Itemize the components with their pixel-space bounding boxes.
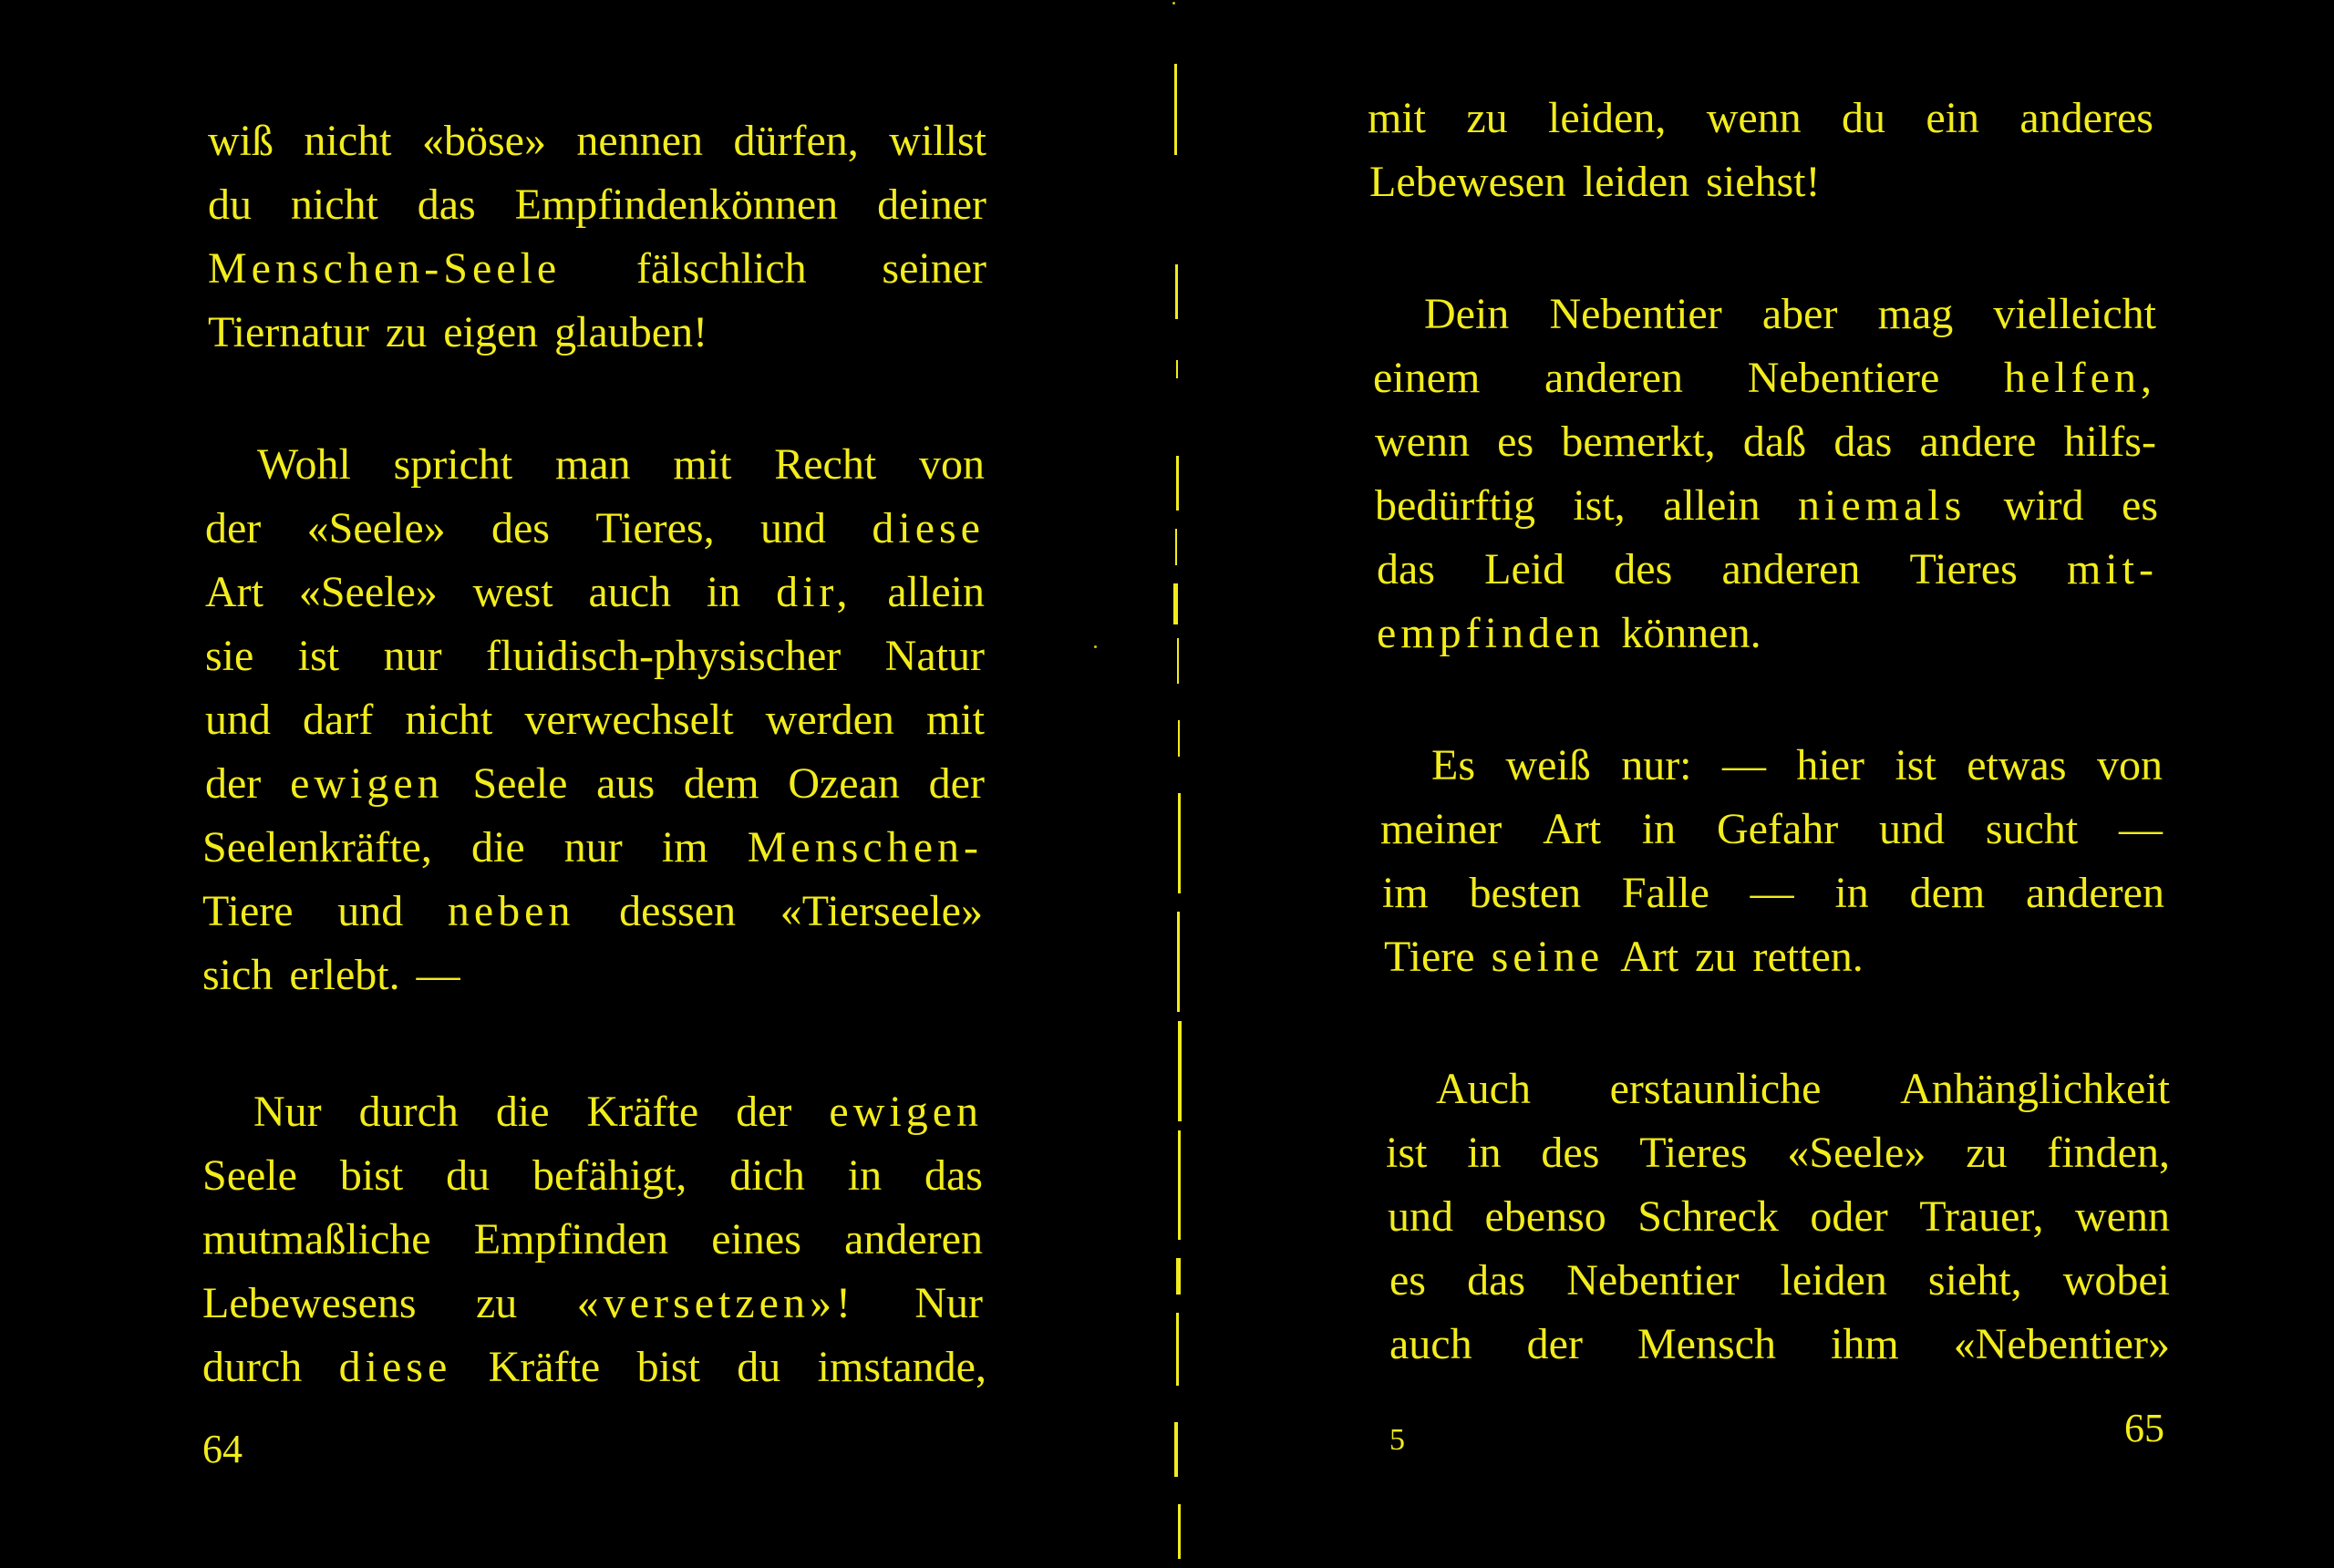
word: das (924, 1151, 983, 1200)
word: anderes (2019, 94, 2153, 142)
word: diese (338, 1343, 452, 1391)
word: west (472, 568, 553, 616)
word: der (928, 759, 985, 808)
right-text-line (1377, 606, 1778, 661)
word: anderen (844, 1215, 983, 1264)
right-text-line (1388, 1190, 2170, 1244)
word: mit (673, 440, 732, 489)
word: fluidisch-physischer (485, 632, 842, 680)
word: ewigen (829, 1088, 983, 1136)
word: bist (339, 1151, 404, 1200)
word: eines (711, 1215, 801, 1264)
left-text-line (202, 948, 477, 1003)
word: glauben! (554, 308, 708, 356)
word: nicht (304, 117, 392, 165)
left-page-number: 64 (202, 1427, 243, 1471)
word: Gefahr (1716, 805, 1839, 853)
word: Lebewesens (202, 1279, 417, 1327)
word: bemerkt, (1561, 418, 1716, 466)
word: dessen (619, 887, 737, 935)
right-page (1176, 0, 2334, 1568)
word: anderen (1721, 545, 1861, 593)
word: befähigt, (532, 1151, 687, 1200)
word: können. (1621, 609, 1761, 657)
left-text-line (202, 820, 983, 875)
word: wenn (1706, 94, 1802, 142)
word: und (759, 504, 826, 552)
word: «Seele» (298, 568, 438, 616)
word: aus (596, 759, 656, 808)
word: du (1842, 94, 1886, 142)
word: Tiere (1384, 933, 1475, 981)
word: sucht (1985, 805, 2079, 853)
word: sie (205, 632, 254, 680)
left-text-line (205, 757, 985, 811)
word: nennen (576, 117, 704, 165)
word: auch (588, 568, 672, 616)
word: wenn (2074, 1192, 2170, 1241)
word: Nebentier (1549, 290, 1722, 338)
word: seiner (882, 244, 986, 293)
left-text-line (257, 438, 985, 492)
word: «Tierseele» (780, 887, 983, 935)
left-text-line (202, 1149, 983, 1203)
word: leiden, (1548, 94, 1667, 142)
word: Falle (1621, 869, 1709, 917)
word: dich (729, 1151, 805, 1200)
word: Tieres (1639, 1129, 1748, 1177)
word: — (1750, 869, 1794, 917)
word: der (736, 1088, 792, 1136)
word: dem (1909, 869, 1986, 917)
left-text-line (202, 1212, 983, 1267)
word: dir, (776, 568, 852, 616)
word: die (495, 1088, 550, 1136)
word: hier (1796, 741, 1865, 789)
word: Tieres (1909, 545, 2018, 593)
word: es (2122, 481, 2158, 530)
signature-mark: 5 (1389, 1423, 1405, 1457)
right-text-line (1368, 91, 2153, 146)
left-text-line (202, 1276, 983, 1331)
word: Seele (202, 1151, 297, 1200)
word: es (1389, 1256, 1426, 1305)
word: Tiernatur (208, 308, 369, 356)
word: mit (925, 696, 985, 744)
word: nur (563, 823, 623, 872)
word: Nebentier (1566, 1256, 1740, 1305)
word: und (1879, 805, 1946, 853)
word: verwechselt (524, 696, 734, 744)
word: Art (205, 568, 263, 616)
word: «versetzen»! (576, 1279, 855, 1327)
word: zu (385, 308, 428, 356)
right-text-line (1382, 866, 2164, 921)
word: diese (872, 504, 985, 552)
word: zu (475, 1279, 518, 1327)
word: in (706, 568, 741, 616)
word: aber (1761, 290, 1838, 338)
left-text-line (208, 305, 724, 360)
word: mit (1368, 94, 1427, 142)
word: Es (1431, 741, 1475, 789)
left-text-line (208, 242, 986, 296)
left-text-line (208, 114, 986, 169)
word: Lebewesen (1369, 158, 1566, 206)
word: — (416, 951, 460, 999)
left-text-line (205, 501, 985, 556)
word: auch (1389, 1320, 1472, 1368)
word: retten. (1752, 933, 1864, 981)
word: Art (1543, 805, 1602, 853)
left-text-line (208, 178, 986, 232)
word: Trauer, (1919, 1192, 2044, 1241)
right-text-line (1375, 479, 2158, 533)
word: Empfindenkönnen (514, 181, 839, 229)
word: Nur (914, 1279, 983, 1327)
word: Art (1620, 933, 1679, 981)
word: wobei (2062, 1256, 2170, 1305)
word: ist (1386, 1129, 1428, 1177)
word: mutmaßliche (202, 1215, 431, 1264)
word: Kräfte (488, 1343, 601, 1391)
word: von (2096, 741, 2163, 789)
word: neben (447, 887, 575, 935)
right-text-line (1380, 802, 2163, 857)
word: Leid (1484, 545, 1565, 593)
word: empfinden (1377, 609, 1606, 657)
word: ist (297, 632, 340, 680)
word: Empfinden (473, 1215, 669, 1264)
word: erstaunliche (1609, 1065, 1822, 1113)
word: siehst! (1706, 158, 1821, 206)
word: du (208, 181, 252, 229)
word: anderen (1544, 354, 1683, 402)
left-text-line (202, 1340, 986, 1395)
word: in (1467, 1129, 1502, 1177)
word: nur (383, 632, 442, 680)
word: Tiere (202, 887, 294, 935)
word: es (1497, 418, 1534, 466)
word: ist (1895, 741, 1936, 789)
word: der (205, 759, 262, 808)
word: finden, (2047, 1129, 2170, 1177)
word: andere (1919, 418, 2037, 466)
word: ein (1926, 94, 1980, 142)
word: spricht (393, 440, 513, 489)
word: daß (1742, 418, 1807, 466)
word: dem (683, 759, 759, 808)
left-text-line (205, 565, 985, 620)
word: ebenso (1484, 1192, 1606, 1241)
word: eigen (443, 308, 539, 356)
word: von (918, 440, 985, 489)
word: das (1467, 1256, 1526, 1305)
word: — (2118, 805, 2163, 853)
right-text-line (1389, 1253, 2170, 1308)
left-text-line (205, 629, 985, 684)
word: hilfs- (2063, 418, 2156, 466)
right-text-line (1375, 415, 2156, 469)
word: in (1834, 869, 1869, 917)
word: bist (636, 1343, 700, 1391)
left-text-line (253, 1085, 983, 1140)
word: im (661, 823, 708, 872)
word: seine (1491, 933, 1605, 981)
word: Anhänglichkeit (1900, 1065, 2170, 1113)
word: man (555, 440, 631, 489)
right-text-line (1424, 287, 2156, 342)
word: mit- (2066, 545, 2158, 593)
word: wiß (208, 117, 274, 165)
word: Nebentiere (1747, 354, 1940, 402)
word: zu (1695, 933, 1737, 981)
word: «Nebentier» (1953, 1320, 2170, 1368)
word: durch (202, 1343, 303, 1391)
word: in (1641, 805, 1677, 853)
word: Ozean (788, 759, 900, 808)
right-text-line (1436, 1062, 2170, 1117)
left-text-line (202, 884, 983, 939)
word: du (737, 1343, 781, 1391)
word: «Seele» (1787, 1129, 1926, 1177)
right-text-line (1386, 1126, 2170, 1181)
word: Natur (884, 632, 985, 680)
word: Wohl (257, 440, 351, 489)
word: Menschen- (747, 823, 983, 872)
word: das (1377, 545, 1435, 593)
word: bedürftig (1375, 481, 1535, 530)
word: nicht (290, 181, 378, 229)
word: erlebt. (289, 951, 400, 999)
word: allein (1663, 481, 1761, 530)
right-text-line (1369, 155, 1837, 210)
word: vielleicht (1993, 290, 2156, 338)
word: etwas (1967, 741, 2067, 789)
word: Nur (253, 1088, 322, 1136)
word: fälschlich (636, 244, 807, 293)
word: Mensch (1637, 1320, 1776, 1368)
word: «böse» (421, 117, 546, 165)
word: dürfen, (733, 117, 859, 165)
word: mag (1877, 290, 1954, 338)
word: deiner (877, 181, 986, 229)
word: wenn (1375, 418, 1470, 466)
word: Seele (472, 759, 568, 808)
word: und (337, 887, 404, 935)
word: Seelenkräfte, (202, 823, 432, 872)
word: das (1833, 418, 1893, 466)
word: zu (1966, 1129, 2008, 1177)
word: werden (765, 696, 894, 744)
word: Menschen-Seele (208, 244, 562, 293)
word: oder (1810, 1192, 1888, 1241)
word: allein (887, 568, 985, 616)
right-page-number: 65 (2124, 1406, 2164, 1450)
word: Auch (1436, 1065, 1531, 1113)
word: ihm (1831, 1320, 1899, 1368)
word: der (1526, 1320, 1583, 1368)
word: meiner (1380, 805, 1503, 853)
word: das (417, 181, 476, 229)
right-text-line (1373, 351, 2156, 406)
word: einem (1373, 354, 1481, 402)
word: und (205, 696, 271, 744)
left-text-line (205, 693, 985, 748)
word: des (1614, 545, 1673, 593)
word: und (1388, 1192, 1453, 1241)
word: nur: (1621, 741, 1692, 789)
right-text-line (1431, 738, 2163, 793)
word: helfen, (2004, 354, 2156, 402)
word: darf (303, 696, 374, 744)
word: du (446, 1151, 491, 1200)
word: Schreck (1637, 1192, 1779, 1241)
right-text-line (1389, 1317, 2170, 1372)
word: die (471, 823, 525, 872)
word: imstande, (817, 1343, 986, 1391)
word: nicht (405, 696, 493, 744)
word: wird (2003, 481, 2084, 530)
word: «Seele» (306, 504, 446, 552)
right-text-line (1384, 930, 1880, 985)
word: — (1721, 741, 1766, 789)
word: zu (1466, 94, 1508, 142)
word: leiden (1582, 158, 1690, 206)
word: im (1382, 869, 1429, 917)
word: Recht (774, 440, 877, 489)
word: Dein (1424, 290, 1510, 338)
word: willst (889, 117, 986, 165)
word: ist, (1573, 481, 1626, 530)
word: Kräfte (586, 1088, 699, 1136)
word: Tieres, (595, 504, 715, 552)
word: weiß (1505, 741, 1591, 789)
word: ewigen (290, 759, 444, 808)
word: anderen (2026, 869, 2164, 917)
word: sieht, (1927, 1256, 2022, 1305)
word: in (847, 1151, 883, 1200)
word: niemals (1798, 481, 1967, 530)
word: besten (1469, 869, 1582, 917)
word: durch (358, 1088, 459, 1136)
right-text-line (1377, 542, 2158, 597)
word: des (1541, 1129, 1600, 1177)
word: der (205, 504, 262, 552)
word: leiden (1780, 1256, 1887, 1305)
word: sich (202, 951, 274, 999)
word: des (491, 504, 550, 552)
